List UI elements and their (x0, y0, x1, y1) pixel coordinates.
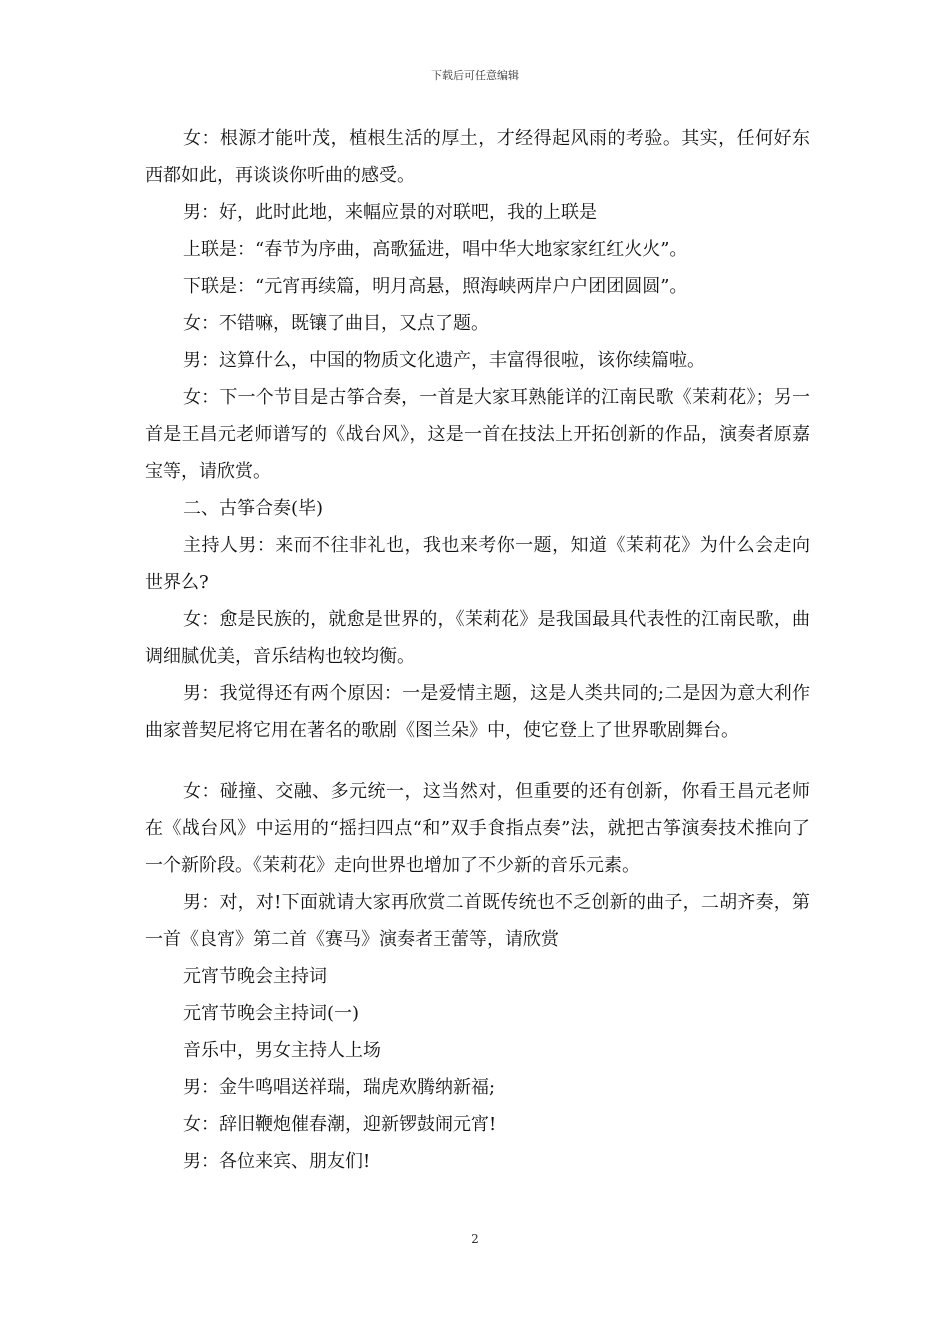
page-number: 2 (471, 1232, 479, 1246)
paragraph-18: 女：辞旧鞭炮催春潮，迎新锣鼓闹元宵! (183, 1114, 497, 1135)
paragraph-5: 女：不错嘛，既镶了曲目，又点了题。 (183, 313, 489, 334)
paragraph-11: 男：我觉得还有两个原因：一是爱情主题，这是人类共同的;二是因为意大利作曲家普契尼将它用在著名的歌剧《图兰朵》中，使它登上了世界歌剧舞台。 (145, 683, 810, 741)
paragraph-6: 男：这算什么，中国的物质文化遗产，丰富得很啦，该你续篇啦。 (183, 350, 705, 371)
paragraph-7: 女：下一个节目是古筝合奏，一首是大家耳熟能详的江南民歌《茉莉花》；另一首是王昌元老师谱写的《战台风》，这是一首在技法上开拓创新的作品，演奏者原嘉宝等，请欣赏。 (145, 387, 810, 482)
paragraph-9: 主持人男：来而不往非礼也，我也来考你一题，知道《茉莉花》为什么会走向世界么? (145, 535, 810, 593)
paragraph-17: 男：金牛鸣唱送祥瑞，瑞虎欢腾纳新福; (183, 1077, 496, 1098)
page-header: 下载后可任意编辑 (431, 69, 519, 82)
paragraph-13: 男：对，对!下面就请大家再欣赏二首既传统也不乏创新的曲子，二胡齐奏，第一首《良宵》第二首《赛马》演奏者王蕾等，请欣赏 (145, 892, 810, 950)
paragraph-12: 女：碰撞、交融、多元统一，这当然对，但重要的还有创新，你看王昌元老师在《战台风》中运用的“摇扫四点“和”双手食指点奏”法，就把古筝演奏技术推向了一个新阶段。《茉莉花》走向世界也增加了不少新的音乐元素。 (145, 781, 810, 876)
document-body (145, 120, 810, 1180)
paragraph-4: 下联是：“元宵再续篇，明月高悬，照海峡两岸户户团团圆圆”。 (183, 276, 688, 297)
paragraph-10: 女：愈是民族的，就愈是世界的，《茉莉花》是我国最具代表性的江南民歌，曲调细腻优美，音乐结构也较均衡。 (145, 609, 810, 667)
subtitle-line: 元宵节晚会主持词 (183, 966, 327, 987)
paragraph-19: 男：各位来宾、朋友们! (183, 1151, 371, 1172)
subtitle-line-2: 元宵节晚会主持词(一) (183, 1003, 360, 1024)
paragraph-1: 女：根源才能叶茂，植根生活的厚土，才经得起风雨的考验。其实，任何好东西都如此，再谈谈你听曲的感受。 (145, 128, 810, 186)
paragraph-16: 音乐中，男女主持人上场 (183, 1040, 381, 1061)
paragraph-2: 男：好，此时此地，来幅应景的对联吧，我的上联是 (183, 202, 597, 223)
paragraph-3: 上联是：“春节为序曲，高歌猛进，唱中华大地家家红红火火”。 (183, 239, 688, 260)
section-heading: 二、古筝合奏(毕) (183, 498, 324, 519)
